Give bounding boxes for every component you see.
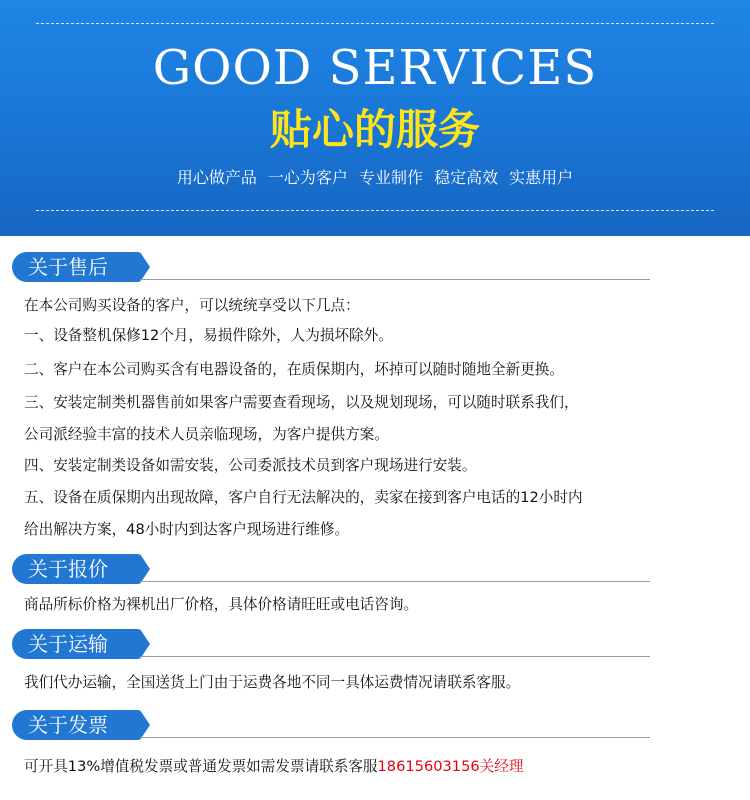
heading-label: 关于报价	[12, 554, 140, 584]
aftersale-line: 四、安装定制类设备如需安装，公司委派技术员到客户现场进行安装。	[24, 457, 477, 474]
heading-underline	[140, 656, 650, 657]
aftersale-line: 三、安装定制类机器售前如果客户需要查看现场，以及规划现场，可以随时联系我们，	[24, 394, 579, 411]
aftersale-line: 五、设备在质保期内出现故障，客户自行无法解决的，卖家在接到客户电话的12小时内	[24, 489, 583, 506]
shipping-text: 我们代办运输，全国送货上门由于运费各地不同一具体运费情况请联系客服。	[24, 674, 521, 691]
invoice-text-row	[24, 752, 523, 782]
banner-title-en: GOOD SERVICES	[152, 40, 598, 96]
invoice-contact-phone: 18615603156关经理	[377, 758, 524, 775]
invoice-text: 可开具13%增值税发票或普通发票如需发票请联系客服	[24, 758, 378, 775]
heading-underline	[140, 581, 650, 582]
heading-label: 关于运输	[12, 629, 140, 659]
bottom-dashed-divider	[36, 210, 714, 211]
heading-underline	[140, 279, 650, 280]
top-dashed-divider	[36, 23, 714, 24]
aftersale-line: 给出解决方案，48小时内到达客户现场进行维修。	[24, 521, 350, 538]
price-text: 商品所标价格为裸机出厂价格，具体价格请旺旺或电话咨询。	[24, 596, 419, 613]
banner-slogan: 用心做产品 一心为客户 专业制作 稳定高效 实惠用户	[176, 168, 574, 187]
aftersale-line: 在本公司购买设备的客户，可以统统享受以下几点：	[24, 297, 360, 314]
banner-title-cn: 贴心的服务	[269, 105, 480, 154]
heading-label: 关于发票	[12, 710, 140, 740]
services-banner	[0, 0, 750, 236]
heading-label: 关于售后	[12, 252, 140, 282]
aftersale-line: 公司派经验丰富的技术人员亲临现场，为客户提供方案。	[24, 426, 389, 443]
aftersale-line: 二、客户在本公司购买含有电器设备的，在质保期内，坏掉可以随时随地全新更换。	[24, 361, 564, 378]
aftersale-line: 一、设备整机保修12个月，易损件除外，人为损坏除外。	[24, 327, 393, 344]
heading-underline	[140, 737, 650, 738]
